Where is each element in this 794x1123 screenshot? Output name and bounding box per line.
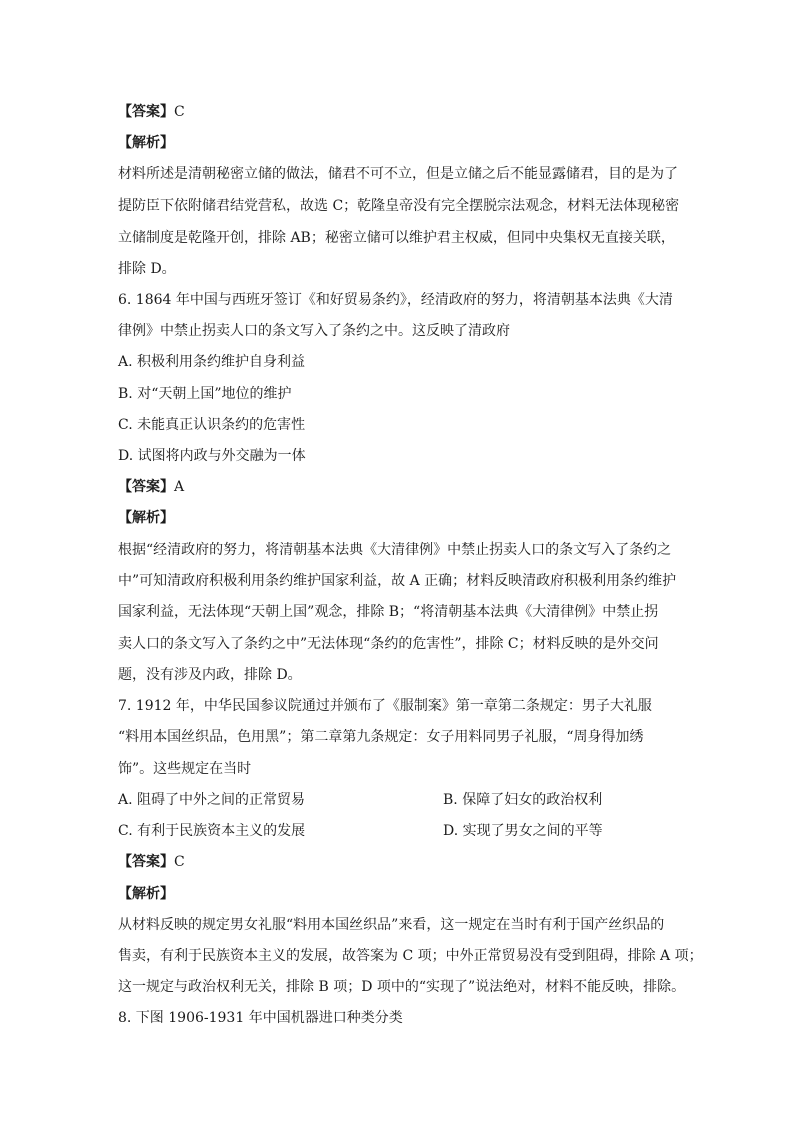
answer-tag: 【答案】 (118, 104, 174, 120)
q5-analysis-line: 材料所述是清朝秘密立储的做法，储君不可不立，但是立储之后不能显露储君，目的是为了 (118, 166, 678, 182)
q8-stem-line: 8. 下图 1906-1931 年中国机器进口种类分类 (118, 1010, 403, 1026)
answer-value: A (174, 479, 185, 495)
q6-stem-line: 6. 1864 年中国与西班牙签订《和好贸易条约》，经清政府的努力，将清朝基本法典《大清 (118, 292, 673, 308)
q5-analysis-tag: 【解析】 (118, 135, 174, 151)
q6-option-d: D. 试图将内政与外交融为一体 (118, 448, 306, 464)
q6-option-a: A. 积极利用条约维护自身利益 (118, 354, 306, 370)
q6-analysis-line: 国家利益，无法体现“天朝上国”观念，排除 B；“将清朝基本法典《大清律例》中禁止拐 (118, 604, 659, 620)
q6-option-c: C. 未能真正认识条约的危害性 (118, 417, 306, 433)
q5-analysis-line: 提防臣下依附储君结党营私，故选 C；乾隆皇帝没有完全摆脱宗法观念，材料无法体现秘密 (118, 198, 680, 214)
q5-answer (118, 102, 185, 122)
q7-analysis-tag: 【解析】 (118, 886, 174, 902)
q7-analysis-line: 售卖，有利于民族资本主义的发展，故答案为 C 项；中外正常贸易没有受到阻碍，排除 A 项； (118, 948, 703, 964)
q7-option-d: D. 实现了男女之间的平等 (443, 823, 603, 839)
q6-answer (118, 477, 184, 497)
q6-analysis-line: 根据“经清政府的努力，将清朝基本法典《大清律例》中禁止拐卖人口的条文写入了条约之 (118, 542, 672, 558)
answer-value: C (174, 104, 185, 120)
q7-option-a: A. 阻碍了中外之间的正常贸易 (118, 792, 306, 808)
q6-analysis-line: 题，没有涉及内政，排除 D。 (118, 667, 302, 683)
q7-analysis-line: 从材料反映的规定男女礼服“料用本国丝织品”来看，这一规定在当时有利于国产丝织品的 (118, 917, 665, 933)
q6-option-b: B. 对“天朝上国”地位的维护 (118, 386, 292, 402)
answer-tag: 【答案】 (118, 854, 174, 870)
q6-analysis-line: 中”可知清政府积极利用条约维护国家利益，故 A 正确；材料反映清政府积极利用条约维护 (118, 573, 677, 589)
q5-analysis-line: 排除 D。 (118, 261, 176, 277)
q7-analysis-line: 这一规定与政治权利无关，排除 B 项；D 项中的“实现了”说法绝对，材料不能反映，排除。 (118, 979, 686, 995)
q7-stem-line: “料用本国丝织品，色用黑”；第二章第九条规定：女子用料同男子礼服，“周身得加绣 (118, 729, 644, 745)
answer-value: C (174, 854, 185, 870)
q7-stem-line: 7. 1912 年，中华民国参议院通过并颁布了《服制案》第一章第二条规定：男子大礼服 (118, 698, 652, 714)
q7-answer (118, 852, 185, 872)
q7-stem-line: 饰”。这些规定在当时 (118, 761, 252, 777)
q6-stem-line: 律例》中禁止拐卖人口的条文写入了条约之中。这反映了清政府 (118, 323, 510, 339)
q7-option-c: C. 有利于民族资本主义的发展 (118, 823, 306, 839)
q6-analysis-line: 卖人口的条文写入了条约之中”无法体现“条约的危害性”，排除 C；材料反映的是外交问 (118, 636, 659, 652)
answer-tag: 【答案】 (118, 479, 174, 495)
q5-analysis-line: 立储制度是乾隆开创，排除 AB；秘密立储可以维护君主权威，但同中央集权无直接关联， (118, 230, 675, 246)
q7-option-b: B. 保障了妇女的政治权利 (443, 792, 603, 808)
q6-analysis-tag: 【解析】 (118, 510, 174, 526)
